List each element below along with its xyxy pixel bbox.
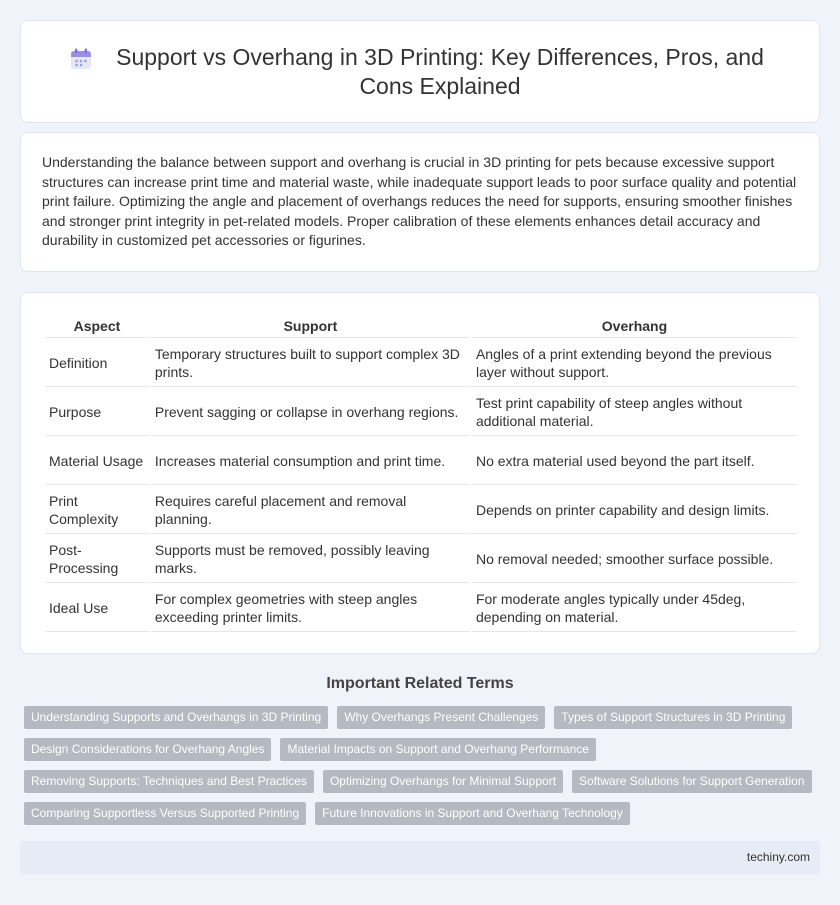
footer-site[interactable]: techiny.com: [746, 850, 810, 864]
row-support: Requires careful placement and removal planning.: [151, 487, 470, 534]
row-overhang: For moderate angles typically under 45deg, depending on material.: [472, 585, 797, 632]
row-support: Temporary structures built to support complex 3D prints.: [151, 340, 470, 387]
table-header-row: [45, 315, 797, 338]
row-aspect: Definition: [45, 340, 149, 387]
title-card: [20, 20, 820, 123]
row-support: Prevent sagging or collapse in overhang regions.: [151, 389, 470, 436]
table-row: [45, 438, 797, 485]
comparison-table: [43, 313, 799, 634]
related-terms-list: [24, 706, 824, 825]
header-support: Support: [151, 315, 470, 338]
related-terms-heading: Important Related Terms: [326, 675, 514, 692]
row-aspect: Print Complexity: [45, 487, 149, 534]
row-support: Supports must be removed, possibly leaving marks.: [151, 536, 470, 583]
comparison-table-card: [20, 292, 820, 654]
related-term-tag[interactable]: Optimizing Overhangs for Minimal Support: [323, 770, 563, 793]
row-support: For complex geometries with steep angles exceeding printer limits.: [151, 585, 470, 632]
table-row: [45, 585, 797, 632]
table-row: [45, 487, 797, 534]
row-overhang: Depends on printer capability and design limits.: [472, 487, 797, 534]
related-term-tag[interactable]: Types of Support Structures in 3D Printing: [554, 706, 792, 729]
row-support: Increases material consumption and print time.: [151, 438, 470, 485]
related-term-tag[interactable]: Software Solutions for Support Generation: [572, 770, 811, 793]
related-term-tag[interactable]: Material Impacts on Support and Overhang Performance: [280, 738, 596, 761]
related-term-tag[interactable]: Understanding Supports and Overhangs in 3D Printing: [24, 706, 328, 729]
row-overhang: Angles of a print extending beyond the previous layer without support.: [472, 340, 797, 387]
row-aspect: Purpose: [45, 389, 149, 436]
related-term-tag[interactable]: Why Overhangs Present Challenges: [337, 706, 545, 729]
intro-card: [20, 132, 820, 272]
related-term-tag[interactable]: Design Considerations for Overhang Angles: [24, 738, 271, 761]
row-aspect: Material Usage: [45, 438, 149, 485]
page-title: Support vs Overhang in 3D Printing: Key Differences, Pros, and Cons Explained: [116, 43, 764, 99]
row-aspect: Post-Processing: [45, 536, 149, 583]
row-overhang: No removal needed; smoother surface possible.: [472, 536, 797, 583]
related-term-tag[interactable]: Comparing Supportless Versus Supported Printing: [24, 802, 306, 825]
table-row: [45, 340, 797, 387]
table-row: [45, 389, 797, 436]
header-aspect: Aspect: [45, 315, 149, 338]
row-overhang: No extra material used beyond the part itself.: [472, 438, 797, 485]
intro-paragraph: Understanding the balance between support and overhang is crucial in 3D printing for pets because excessive support structures can increase print time and material waste, while inadequate support leads to poor surface quality and potential print failure. Optimizing the angle and placement of overhangs reduces the need for supports, ensuring smoother finishes and stronger print integrity in pet-related models. Proper calibration of these elements enhances detail accuracy and durability in customized pet accessories or figurines.: [42, 154, 797, 249]
related-term-tag[interactable]: Removing Supports: Techniques and Best Practices: [24, 770, 314, 793]
row-aspect: Ideal Use: [45, 585, 149, 632]
row-overhang: Test print capability of steep angles without additional material.: [472, 389, 797, 436]
header-overhang: Overhang: [472, 315, 797, 338]
table-row: [45, 536, 797, 583]
related-term-tag[interactable]: Future Innovations in Support and Overhang Technology: [315, 802, 630, 825]
footer: [20, 841, 820, 874]
